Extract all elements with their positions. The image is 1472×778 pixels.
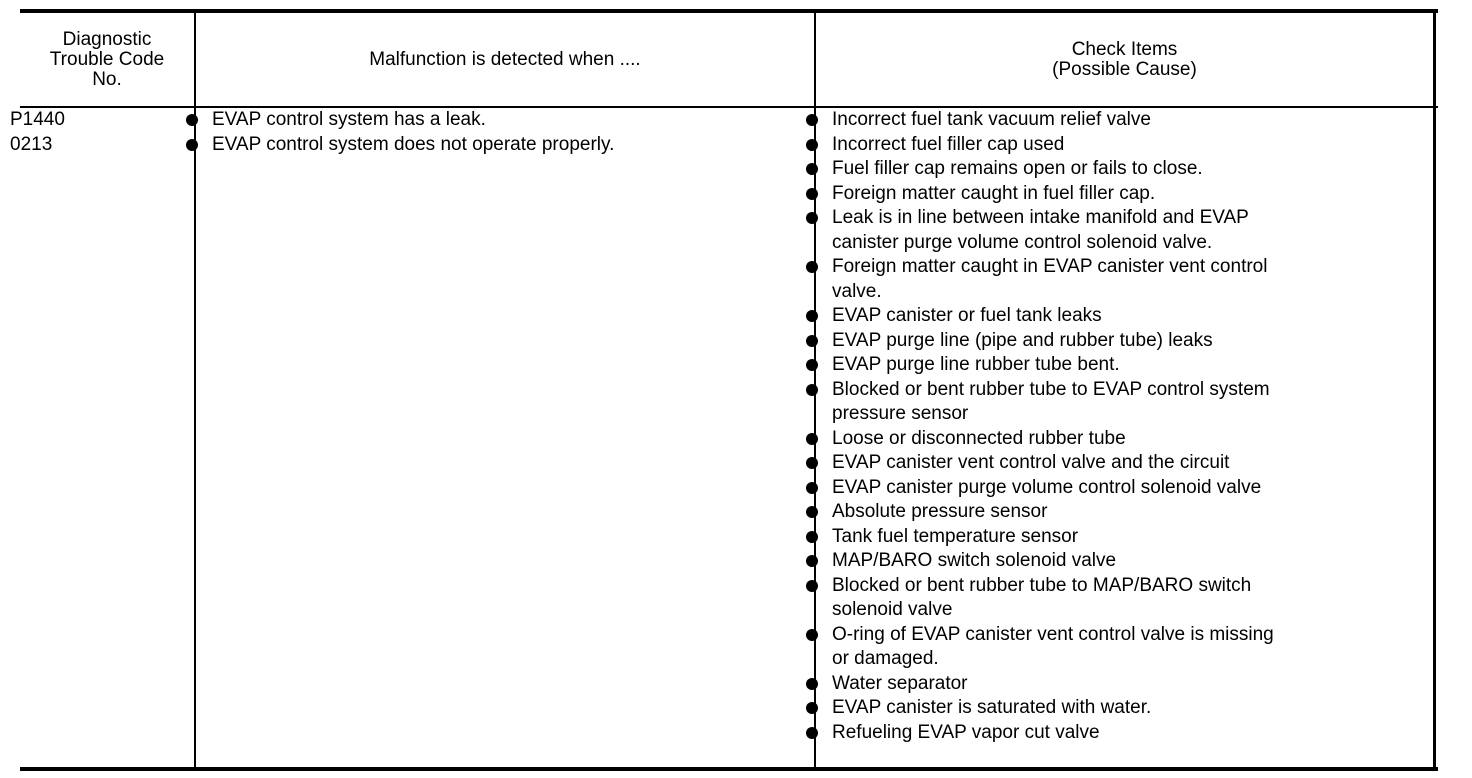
check-item-text: Leak is in line between intake manifold and EVAP canister purge volume control solenoid valve. — [832, 207, 1249, 253]
bullet-icon — [806, 555, 818, 567]
bullet-icon — [806, 212, 818, 224]
malfunction-text: EVAP control system has a leak. — [212, 109, 486, 130]
bullet-icon — [806, 384, 818, 396]
bullet-icon — [806, 531, 818, 543]
check-item-text: EVAP canister is saturated with water. — [832, 697, 1152, 718]
check-item — [806, 721, 1406, 746]
check-item-text: Loose or disconnected rubber tube — [832, 427, 1126, 449]
dtc-code: 0213 — [10, 133, 53, 155]
check-item — [806, 304, 1406, 329]
header-check-items-label: Check Items (Possible Cause) — [1052, 38, 1197, 80]
check-item-text: O-ring of EVAP canister vent control valve is missing or damaged. — [832, 623, 1274, 669]
bullet-icon — [806, 457, 818, 469]
check-item — [806, 549, 1406, 574]
right-border — [1433, 13, 1436, 767]
check-item-text: Blocked or bent rubber tube to EVAP control system pressure sensor — [832, 378, 1270, 424]
check-item-text: Incorrect fuel filler cap used — [832, 133, 1065, 155]
check-item — [806, 378, 1406, 427]
check-item-text: Absolute pressure sensor — [832, 501, 1048, 522]
check-item — [806, 329, 1406, 354]
check-item — [806, 133, 1406, 158]
bullet-icon — [806, 163, 818, 175]
header-check-items — [816, 13, 1433, 106]
check-item — [806, 476, 1406, 501]
bullet-icon — [806, 261, 818, 273]
dtc-codes — [10, 108, 65, 157]
bullet-icon — [806, 433, 818, 445]
check-item — [806, 255, 1406, 304]
check-item — [806, 525, 1406, 550]
bullet-icon — [806, 678, 818, 690]
header-dtc-number-label: Diagnostic Trouble Code No. — [49, 28, 165, 90]
header-malfunction-label: Malfunction is detected when .... — [369, 48, 641, 70]
header-malfunction — [196, 13, 814, 106]
bullet-icon — [806, 359, 818, 371]
bullet-icon — [186, 139, 198, 151]
check-item-text: Water separator — [832, 672, 968, 694]
check-item — [806, 182, 1406, 207]
check-item — [806, 157, 1406, 182]
bullet-icon — [806, 580, 818, 592]
check-item — [806, 574, 1406, 623]
check-item-text: Tank fuel temperature sensor — [832, 525, 1079, 547]
check-items-list — [806, 108, 1406, 745]
bullet-icon — [806, 139, 818, 151]
check-item — [806, 696, 1406, 721]
bullet-icon — [186, 114, 198, 126]
check-item-text: EVAP canister or fuel tank leaks — [832, 305, 1102, 326]
check-item-text: Incorrect fuel tank vacuum relief valve — [832, 109, 1151, 130]
malfunction-item — [186, 133, 786, 158]
check-item — [806, 353, 1406, 378]
check-item — [806, 451, 1406, 476]
check-item-text: EVAP canister vent control valve and the circuit — [832, 452, 1230, 473]
check-item-text: MAP/BARO switch solenoid valve — [832, 550, 1117, 571]
check-item — [806, 206, 1406, 255]
check-item — [806, 108, 1406, 133]
check-item-text: Fuel filler cap remains open or fails to close. — [832, 158, 1203, 179]
malfunction-text: EVAP control system does not operate properly. — [212, 133, 615, 155]
bullet-icon — [806, 482, 818, 494]
check-item-text: Foreign matter caught in EVAP canister vent control valve. — [832, 256, 1268, 302]
bullet-icon — [806, 702, 818, 714]
check-item-text: Blocked or bent rubber tube to MAP/BARO switch solenoid valve — [832, 574, 1252, 620]
bullet-icon — [806, 310, 818, 322]
header-dtc-number — [20, 13, 194, 106]
malfunction-item — [186, 108, 786, 133]
check-item — [806, 623, 1406, 672]
check-item — [806, 427, 1406, 452]
check-item — [806, 500, 1406, 525]
check-item-text: EVAP canister purge volume control solenoid valve — [832, 476, 1262, 498]
bullet-icon — [806, 114, 818, 126]
check-item-text: EVAP purge line rubber tube bent. — [832, 354, 1120, 375]
bullet-icon — [806, 188, 818, 200]
bullet-icon — [806, 506, 818, 518]
bullet-icon — [806, 629, 818, 641]
check-item-text: Foreign matter caught in fuel filler cap. — [832, 182, 1156, 204]
dtc-code: P1440 — [10, 109, 65, 130]
bullet-icon — [806, 727, 818, 739]
bullet-icon — [806, 335, 818, 347]
check-item-text: EVAP purge line (pipe and rubber tube) leaks — [832, 329, 1213, 351]
malfunction-list — [186, 108, 786, 157]
check-item — [806, 672, 1406, 697]
check-item-text: Refueling EVAP vapor cut valve — [832, 721, 1100, 743]
